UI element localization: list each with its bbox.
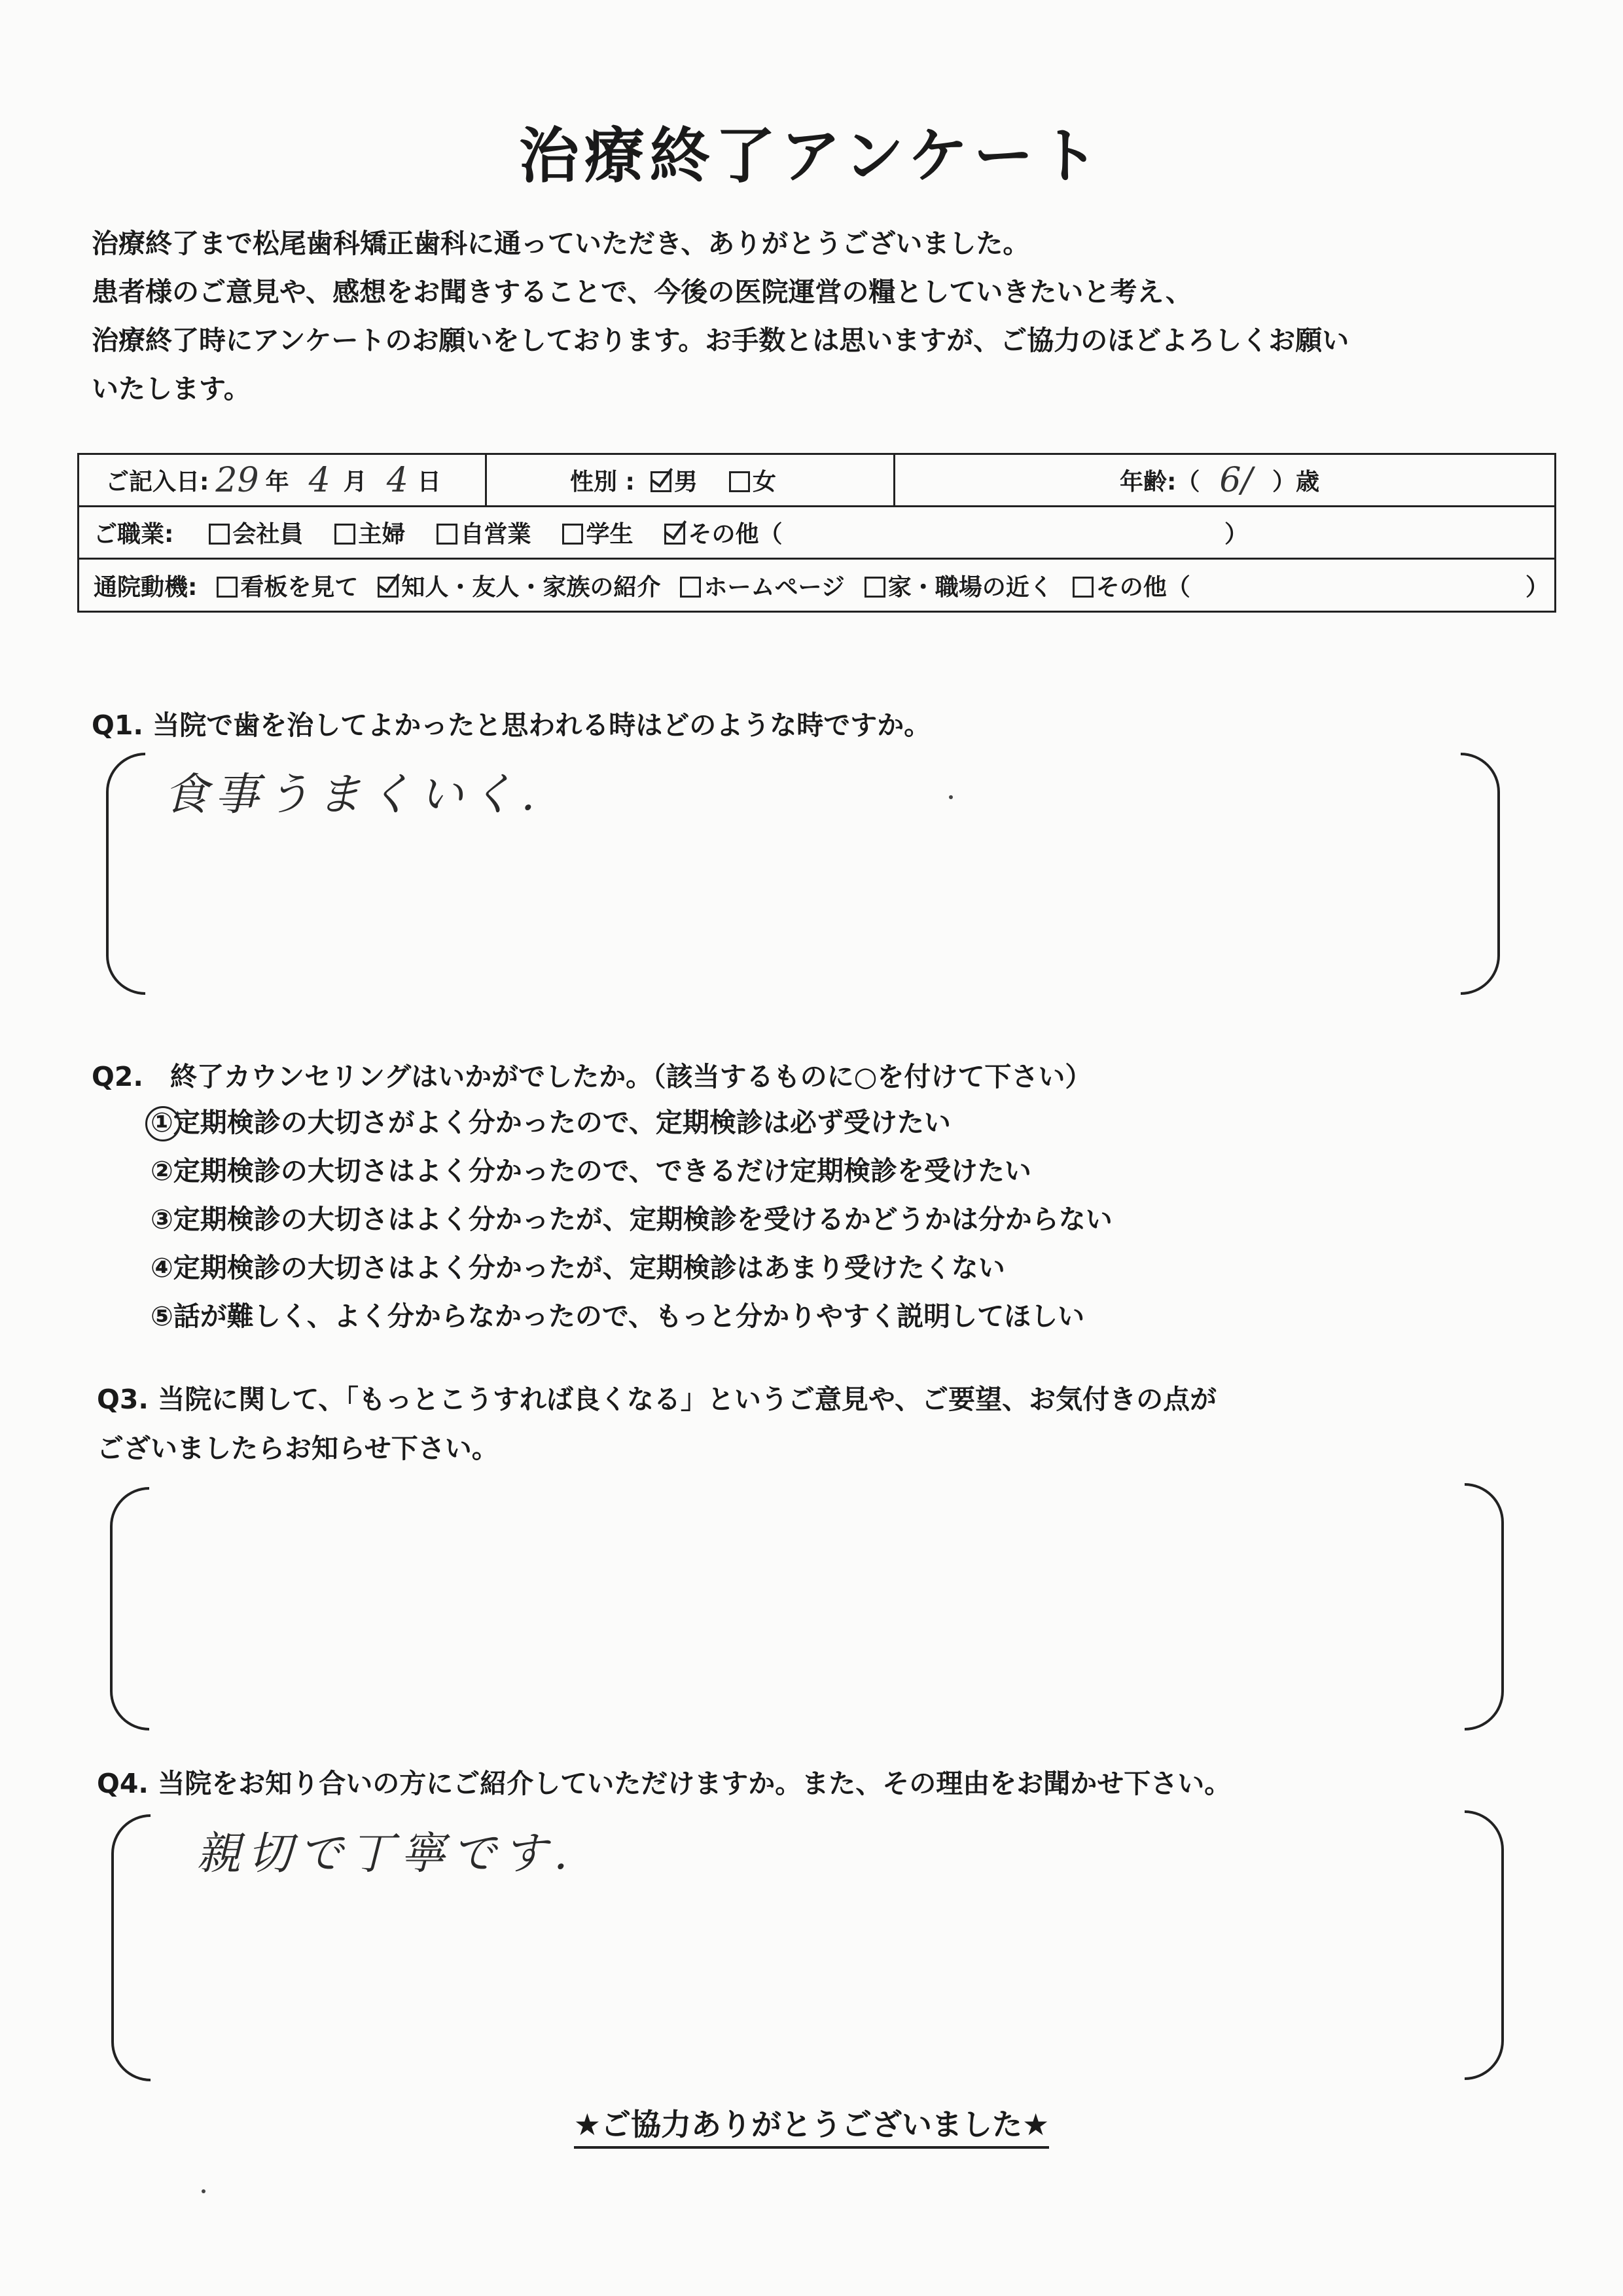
checkbox-icon[interactable] [217, 577, 238, 598]
intro-line: 治療終了まで松尾歯科矯正歯科に通っていただき、ありがとうございました。 [92, 228, 1030, 259]
scan-speck [949, 795, 953, 799]
checkbox-icon[interactable] [437, 524, 457, 545]
intro-line: いたします。 [92, 373, 251, 404]
motive-option-nearby[interactable]: 家・職場の近く [865, 569, 1053, 602]
date-year-value: 29 [215, 460, 259, 500]
date-day-value: 4 [386, 460, 408, 500]
intro-text [92, 219, 1564, 413]
q2-choice-2[interactable]: ②定期検診の大切さはよく分かったので、できるだけ定期検診を受けたい [151, 1155, 1031, 1187]
checkbox-icon[interactable] [334, 524, 355, 545]
age-label: 年齢:（ [1120, 469, 1200, 495]
motive-option-other[interactable]: その他（ [1073, 569, 1190, 602]
info-table [77, 453, 1556, 613]
q2-question: Q2. 終了カウンセリングはいかがでしたか。（該当するものに○を付けて下さい） [92, 1061, 1092, 1092]
age-suffix: ）歳 [1272, 469, 1320, 495]
occupation-label: ご職業: [94, 521, 174, 548]
age-value: 6/ [1219, 460, 1253, 500]
q2-choice-3[interactable]: ③定期検診の大切さはよく分かったが、定期検診を受けるかどうかは分からない [151, 1204, 1113, 1235]
occupation-other-close: ） [1224, 521, 1249, 548]
occupation-field [94, 507, 782, 558]
q2-choice-1[interactable]: ①定期検診の大切さがよく分かったので、定期検診は必ず受けたい [151, 1107, 951, 1138]
motive-other-close: ） [1525, 573, 1550, 601]
gender-field [570, 455, 808, 505]
occupation-option-company[interactable]: 会社員 [209, 516, 303, 549]
info-row-motive [79, 560, 1554, 611]
footer-thanks [0, 2101, 1623, 2144]
footer-text: ★ご協力ありがとうございました★ [574, 2107, 1049, 2149]
checkbox-icon[interactable] [680, 577, 701, 598]
intro-line: 治療終了時にアンケートのお願いをしております。お手数とは思いますが、ご協力のほどよろしくお願い [92, 325, 1349, 356]
info-row-date-gender-age [79, 455, 1554, 507]
occupation-option-self-employed[interactable]: 自営業 [437, 516, 531, 549]
checkbox-icon[interactable] [562, 524, 583, 545]
occupation-option-other[interactable]: その他（ [664, 516, 782, 549]
q4-question: Q4. 当院をお知り合いの方にご紹介していただけますか。また、その理由をお聞かせ下さい。 [97, 1768, 1232, 1799]
scan-speck [202, 2189, 205, 2193]
motive-label: 通院動機: [94, 573, 198, 601]
date-month-unit: 月 [343, 469, 367, 495]
gender-option-female[interactable]: 女 [729, 463, 776, 497]
q1-answer[interactable]: 食事うまくいく. [164, 769, 542, 821]
checkbox-checked-icon[interactable] [378, 577, 399, 598]
date-year-unit: 年 [265, 469, 289, 495]
q1-bracket-left [106, 753, 145, 995]
date-month-value: 4 [308, 460, 330, 500]
selected-circle-mark [145, 1106, 181, 1141]
q2-choice-4[interactable]: ④定期検診の大切さはよく分かったが、定期検診はあまり受けたくない [151, 1252, 1005, 1283]
checkbox-checked-icon[interactable] [664, 524, 685, 545]
occupation-option-housewife[interactable]: 主婦 [334, 516, 405, 549]
date-label: ご記入日: [105, 469, 209, 495]
date-day-unit: 日 [417, 469, 441, 495]
q4-answer[interactable]: 親切で丁寧です. [196, 1828, 575, 1880]
q2-choices [151, 1098, 1113, 1340]
date-field[interactable] [105, 455, 441, 505]
q1-bracket-right [1461, 753, 1500, 995]
q3-question-line1: Q3. 当院に関して、「もっとこうすれば良くなる」というご意見や、ご要望、お気付きの点が [97, 1384, 1217, 1415]
age-field[interactable] [1120, 455, 1319, 505]
motive-field [94, 560, 1190, 611]
occupation-option-student[interactable]: 学生 [562, 516, 633, 549]
motive-option-homepage[interactable]: ホームページ [680, 569, 844, 602]
motive-option-signboard[interactable]: 看板を見て [217, 569, 358, 602]
checkbox-icon[interactable] [865, 577, 885, 598]
checkbox-icon[interactable] [209, 524, 230, 545]
q2-choice-5[interactable]: ⑤話が難しく、よく分からなかったので、もっと分かりやすく説明してほしい [151, 1300, 1085, 1332]
gender-label: 性別 : [570, 469, 635, 495]
q4-bracket-right [1465, 1810, 1504, 2080]
gender-option-male[interactable]: 男 [651, 463, 698, 497]
checkbox-icon[interactable] [729, 471, 750, 492]
q4-bracket-left [111, 1814, 151, 2081]
checkbox-checked-icon[interactable] [651, 471, 671, 492]
checkbox-icon[interactable] [1073, 577, 1094, 598]
q3-question-line2: ございましたらお知らせ下さい。 [97, 1433, 499, 1464]
q3-bracket-right [1465, 1483, 1504, 1731]
page-title: 治療終了アンケート [518, 121, 1105, 191]
q1-question: Q1. 当院で歯を治してよかったと思われる時はどのような時ですか。 [92, 709, 931, 741]
q3-bracket-left [110, 1487, 149, 1731]
motive-option-referral[interactable]: 知人・友人・家族の紹介 [378, 569, 660, 602]
intro-line: 患者様のご意見や、感想をお聞きすることで、今後の医院運営の糧としていきたいと考え、 [92, 276, 1192, 308]
info-row-occupation [79, 507, 1554, 560]
